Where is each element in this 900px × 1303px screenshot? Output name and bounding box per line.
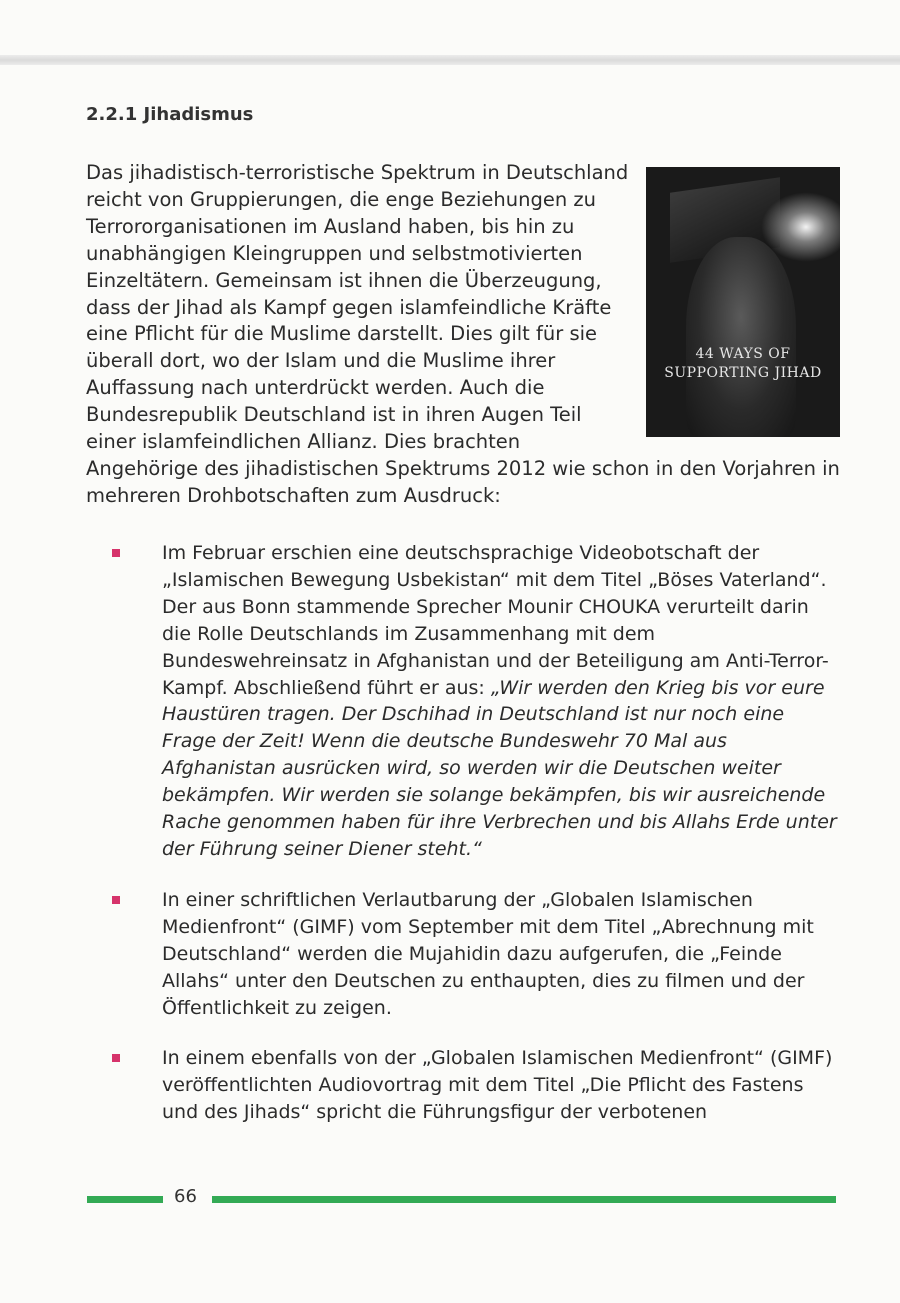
intro-text: Das jihadistisch-terroristische Spektrum in Deutschland reicht von Gruppierungen, die enge Beziehungen zu Terrororganisationen im Ausland haben, bis hin zu unabhängigen Kleingruppen und selbstmotivierten Einzeltätern. Gemeinsam ist ihnen die Überzeugung, dass der Jihad als Kampf gegen islamfeindliche Kräfte eine Pflicht für die Muslime darstellt. Dies gilt für sie überall dort, wo der Islam und die Muslime ihrer Auffassung nach unterdrückt werden. Auch die Bundesrepublik Deutschland ist in ihren Augen Teil einer islamfeindlichen Allianz. Dies brachten Angehörige des jihadistischen Spektrums 2012 wie schon in den Vorjahren in mehreren Drohbotschaften zum Ausdruck: <box>86 161 840 507</box>
propaganda-image <box>646 167 840 437</box>
fighter-silhouette <box>686 237 796 437</box>
image-caption <box>646 345 840 383</box>
list-item-text: Im Februar erschien eine deutschsprachige Videobotschaft der „Islamischen Bewegung Usbekistan“ mit dem Titel „Böses Vaterland“. Der aus Bonn stammende Sprecher Mounir CHOUKA verurteilt darin die Rolle Deutschlands im Zusammenhang mit dem Bundeswehreinsatz in Afghanistan und der Beteiligung am Anti-Terror-Kampf. Abschließend führt er aus: <box>162 542 829 699</box>
image-caption-line2: SUPPORTING JIHAD <box>664 365 822 381</box>
page-number: 66 <box>174 1186 197 1207</box>
list-item <box>112 540 842 863</box>
top-rule <box>0 55 900 65</box>
list-item-text: In einer schriftlichen Verlautbarung der „Globalen Islamischen Medienfront“ (GIMF) vom September mit dem Titel „Abrechnung mit Deutschland“ werden die Mujahidin dazu aufgerufen, die „Feinde Allahs“ unter den Deutschen zu enthaupten, dies zu filmen und der Öffentlichkeit zu zeigen. <box>162 888 814 1019</box>
bullet-square-icon <box>112 549 120 557</box>
footer-rule-right <box>212 1196 836 1203</box>
list-item <box>112 1045 842 1126</box>
intro-paragraph <box>86 160 840 510</box>
bullet-list <box>112 540 842 1126</box>
footer-rule-left <box>87 1196 163 1203</box>
list-item <box>112 887 842 1022</box>
list-item-quote: „Wir werden den Krieg bis vor eure Haustüren tragen. Der Dschihad in Deutschland ist nur noch eine Frage der Zeit! Wenn die deutsche Bundeswehr 70 Mal aus Afghanistan ausrücken wird, so werden wir die Deutschen weiter bekämpfen. Wir werden sie solange bekämpfen, bis wir ausreichende Rache genommen haben für ihre Verbrechen und bis Allahs Erde unter der Führung seiner Diener steht.“ <box>162 676 837 860</box>
bullet-square-icon <box>112 1054 120 1062</box>
bullet-square-icon <box>112 896 120 904</box>
list-item-text: In einem ebenfalls von der „Globalen Islamischen Medienfront“ (GIMF) veröffentlichten Audiovortrag mit dem Titel „Die Pflicht des Fastens und des Jihads“ spricht die Führungsfigur der verbotenen <box>162 1047 833 1124</box>
image-caption-line1: 44 WAYS OF <box>695 346 791 362</box>
section-heading: 2.2.1 Jihadismus <box>86 104 254 125</box>
